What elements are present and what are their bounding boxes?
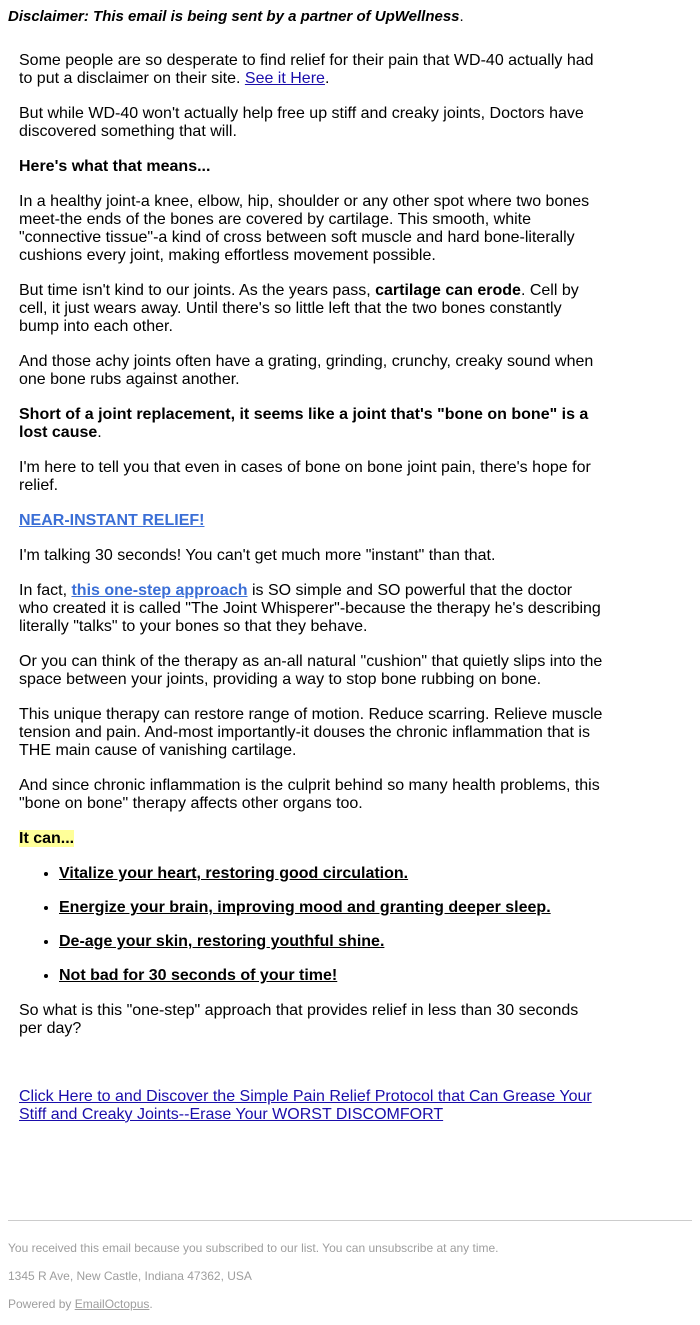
list-item [59, 865, 604, 883]
list-item [59, 899, 604, 917]
partner-disclaimer [8, 8, 464, 26]
paragraph-wd40 [19, 52, 604, 88]
benefit-link-time[interactable]: Not bad for 30 seconds of your time! [59, 967, 338, 984]
section-heading [19, 158, 604, 176]
paragraph-cartilage [19, 282, 604, 336]
paragraph-hope: I'm here to tell you that even in cases of bone on bone joint pain, there's hope for relief. [19, 459, 591, 494]
powered-by-end: . [149, 1297, 153, 1311]
bold-text: Short of a joint replacement, it seems like a joint that's "bone on bone" is a lost cause [19, 406, 589, 441]
mailing-address: 1345 R Ave, New Castle, Indiana 47362, USA [8, 1269, 252, 1283]
paragraph-end: . [324, 70, 330, 87]
heading-text: Here's what that means... [19, 158, 211, 175]
subscription-notice: You received this email because you subscribed to our list. You can unsubscribe at any time. [8, 1241, 499, 1255]
paragraph-healthy-joint: In a healthy joint-a knee, elbow, hip, shoulder or any other spot where two bones meet-the ends of the bones are covered by cartilage. This smooth, white "connective tissue"-a kind of cross between soft muscle and hard bone-literally cushions every joint, making effortless movement possible. [19, 193, 590, 264]
email-body [19, 52, 604, 1055]
benefit-link-heart[interactable]: Vitalize your heart, restoring good circulation. [59, 865, 409, 882]
disclaimer-text: Disclaimer: This email is being sent by a partner of UpWellness [8, 8, 460, 25]
one-step-approach-link[interactable]: this one-step approach [71, 582, 248, 599]
paragraph-achy-joints: And those achy joints often have a grating, grinding, crunchy, creaky sound when one bone rubs against another. [19, 353, 594, 388]
paragraph-text: is SO simple and SO powerful that the doctor who created it is called "The Joint Whisperer"-because the therapy he's describing literally "talks" to your bones so that they behave. [19, 582, 601, 635]
paragraph-one-step [19, 582, 604, 636]
see-it-here-link[interactable]: See it Here [244, 70, 325, 87]
paragraph-unique-therapy: This unique therapy can restore range of motion. Reduce scarring. Relieve muscle tension and pain. And-most importantly-it douses the chronic inflammation that is THE main cause of vanishing cartilage. [19, 706, 603, 759]
paragraph-30-seconds: I'm talking 30 seconds! You can't get much more "instant" than that. [19, 547, 496, 564]
disclaimer-end: . [459, 8, 464, 25]
list-item [59, 967, 604, 985]
near-instant-relief-link[interactable]: NEAR-INSTANT RELIEF! [19, 512, 205, 529]
paragraph-text: Some people are so desperate to find relief for their pain that WD-40 actually had to put a disclaimer on their site. [19, 52, 594, 87]
emailoctopus-link[interactable]: EmailOctopus [74, 1297, 150, 1311]
powered-by-text: Powered by [8, 1297, 75, 1311]
powered-by [8, 1297, 153, 1311]
paragraph-inflammation: And since chronic inflammation is the culprit behind so many health problems, this "bone on bone" therapy affects other organs too. [19, 777, 600, 812]
cta-block [19, 1088, 619, 1124]
bold-text: cartilage can erode [375, 282, 521, 299]
benefits-list [19, 865, 604, 985]
paragraph-joint-replacement [19, 406, 604, 442]
paragraph-text: But time isn't kind to our joints. As the years pass, [19, 282, 376, 299]
it-can-heading [19, 830, 604, 848]
paragraph-cushion: Or you can think of the therapy as an-all natural "cushion" that quietly slips into the space between your joints, providing a way to stop bone rubbing on bone. [19, 653, 603, 688]
highlighted-text: It can... [19, 830, 75, 847]
paragraph-question: So what is this "one-step" approach that provides relief in less than 30 seconds per day? [19, 1002, 579, 1037]
paragraph-doctors: But while WD-40 won't actually help free up stiff and creaky joints, Doctors have discovered something that will. [19, 105, 584, 140]
paragraph-relief-link [19, 512, 604, 530]
list-item [59, 933, 604, 951]
benefit-link-skin[interactable]: De-age your skin, restoring youthful shine. [59, 933, 385, 950]
paragraph-text: In fact, [19, 582, 72, 599]
cta-link[interactable]: Click Here to and Discover the Simple Pain Relief Protocol that Can Grease Your Stiff and Creaky Joints--Erase Your WORST DISCOMFORT [19, 1088, 592, 1123]
paragraph-end: . [97, 424, 102, 441]
benefit-link-brain[interactable]: Energize your brain, improving mood and granting deeper sleep. [59, 899, 551, 916]
footer-divider [8, 1220, 692, 1221]
paragraph-text: . Cell by cell, it just wears away. Until there's so little left that the two bones constantly bump into each other. [19, 282, 579, 335]
